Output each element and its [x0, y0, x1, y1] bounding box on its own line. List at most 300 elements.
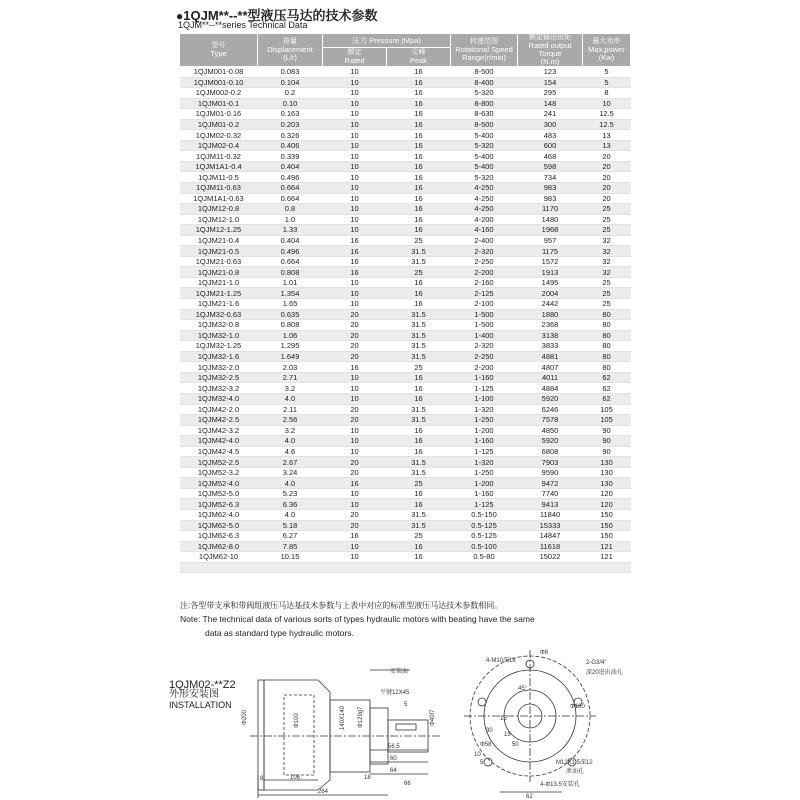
- table-cell: 1QJM42-2.0: [180, 404, 258, 415]
- table-cell: 105: [583, 404, 631, 415]
- table-cell: 0.404: [258, 161, 323, 172]
- dim-phi40f7: Φ40f7: [430, 709, 436, 726]
- table-row-empty: [180, 562, 631, 573]
- table-cell: 10: [323, 425, 387, 436]
- table-cell: 4011: [518, 372, 583, 383]
- table-cell: 16: [387, 436, 451, 447]
- table-cell: 0.635: [258, 309, 323, 320]
- table-cell: 2004: [518, 288, 583, 299]
- table-row: [180, 488, 631, 499]
- table-cell: 1.649: [258, 351, 323, 362]
- table-cell: 16: [387, 393, 451, 404]
- table-cell: 1-100: [451, 393, 518, 404]
- installation-model: 1QJM02-**Z2: [169, 679, 236, 691]
- table-cell: 12.5: [583, 109, 631, 120]
- table-cell: 16: [387, 151, 451, 162]
- dim-15b: 15: [504, 732, 511, 738]
- table-cell: 0.10: [258, 98, 323, 109]
- table-cell: 10: [323, 98, 387, 109]
- table-cell: 1.33: [258, 225, 323, 236]
- phi58-label: Φ58: [480, 742, 492, 748]
- table-cell: 10: [323, 383, 387, 394]
- table-cell: 0.5-150: [451, 509, 518, 520]
- table-cell: 20: [583, 161, 631, 172]
- table-cell: 16: [387, 299, 451, 310]
- table-cell: 11618: [518, 541, 583, 552]
- table-cell: 5-320: [451, 88, 518, 99]
- table-cell: 2-125: [451, 288, 518, 299]
- table-cell: 3.2: [258, 383, 323, 394]
- table-cell: 1QJM11-0.63: [180, 183, 258, 194]
- dim-18: 18: [364, 775, 371, 781]
- table-cell: 4-160: [451, 225, 518, 236]
- table-cell: 16: [323, 267, 387, 278]
- table-cell: 80: [583, 330, 631, 341]
- table-row: [180, 499, 631, 510]
- dim-64-label: 64: [390, 768, 397, 774]
- table-cell: 1-125: [451, 499, 518, 510]
- table-cell: 2.11: [258, 404, 323, 415]
- table-cell: 1QJM32-1.6: [180, 351, 258, 362]
- table-cell: 1QJM52-6.3: [180, 499, 258, 510]
- installation-title-cn: 外形安装图: [169, 689, 219, 700]
- table-cell: 10: [323, 140, 387, 151]
- table-cell: 13: [583, 130, 631, 141]
- table-cell: 2.67: [258, 457, 323, 468]
- table-cell: 1QJM12-0.8: [180, 204, 258, 215]
- table-cell: 1-160: [451, 372, 518, 383]
- table-row: [180, 214, 631, 225]
- table-cell: 957: [518, 235, 583, 246]
- table-cell: 25: [387, 267, 451, 278]
- table-cell: 468: [518, 151, 583, 162]
- table-cell: 105: [583, 415, 631, 426]
- power-header: 最大功率 Max.power (Kw): [583, 34, 631, 67]
- table-row: [180, 341, 631, 352]
- table-cell: 10: [323, 446, 387, 457]
- table-cell: 1QJM32-1.25: [180, 341, 258, 352]
- table-cell: 1-125: [451, 383, 518, 394]
- table-cell: 150: [583, 509, 631, 520]
- table-cell: 1QJM32-0.8: [180, 320, 258, 331]
- table-cell: 1QJM42-4.0: [180, 436, 258, 447]
- table-cell: 6.27: [258, 531, 323, 542]
- table-cell: 1QJM11-0.32: [180, 151, 258, 162]
- phi8-label: Φ8: [540, 650, 549, 656]
- table-cell: 15022: [518, 552, 583, 563]
- table-row: [180, 109, 631, 120]
- table-cell: 1QJM32-1.0: [180, 330, 258, 341]
- table-cell: 10: [323, 393, 387, 404]
- dim-phi200: Φ200: [242, 710, 248, 725]
- table-cell: 20: [323, 415, 387, 426]
- table-cell: 16: [387, 488, 451, 499]
- table-cell: 6.36: [258, 499, 323, 510]
- table-cell: 25: [387, 531, 451, 542]
- table-row: [180, 362, 631, 373]
- table-cell: 1QJM62-5.0: [180, 520, 258, 531]
- table-cell: 10: [323, 436, 387, 447]
- table-cell: 16: [387, 119, 451, 130]
- table-cell: 1572: [518, 256, 583, 267]
- table-cell: 1QJM002-0.2: [180, 88, 258, 99]
- dim-66: 66: [404, 781, 411, 787]
- table-cell: 16: [387, 109, 451, 120]
- table-cell: 5-400: [451, 161, 518, 172]
- table-cell: 483: [518, 130, 583, 141]
- table-cell: 90: [583, 446, 631, 457]
- table-cell: 10: [323, 183, 387, 194]
- table-cell: 1.65: [258, 299, 323, 310]
- table-cell: 20: [583, 193, 631, 204]
- table-cell: 15333: [518, 520, 583, 531]
- torque-header: 额定输出扭矩 Rated output Torque (N.m): [518, 34, 583, 67]
- table-cell: 20: [323, 330, 387, 341]
- table-cell: 1-500: [451, 320, 518, 331]
- table-cell: 1-320: [451, 457, 518, 468]
- table-cell: 10: [323, 77, 387, 88]
- table-cell: 5920: [518, 436, 583, 447]
- table-row: [180, 256, 631, 267]
- table-row: [180, 204, 631, 215]
- table-cell: 5: [583, 77, 631, 88]
- table-cell: 16: [387, 446, 451, 457]
- table-row: [180, 330, 631, 341]
- table-cell: 10: [323, 67, 387, 78]
- table-cell: 0.664: [258, 193, 323, 204]
- table-cell: 1-160: [451, 436, 518, 447]
- table-cell: 10: [583, 98, 631, 109]
- table-cell: 1QJM62-8.0: [180, 541, 258, 552]
- table-cell: 1495: [518, 277, 583, 288]
- table-cell: 20: [323, 351, 387, 362]
- table-row: [180, 246, 631, 257]
- table-row: [180, 267, 631, 278]
- table-row: [180, 161, 631, 172]
- table-cell: 16: [387, 214, 451, 225]
- mount-hole-label: 4-Φ13.5安装孔: [540, 782, 580, 788]
- table-cell: 0.496: [258, 172, 323, 183]
- body-outline: [264, 680, 330, 790]
- table-cell: 1913: [518, 267, 583, 278]
- table-cell: 1QJM1A1-0.63: [180, 193, 258, 204]
- table-cell: 32: [583, 235, 631, 246]
- table-cell: 10.15: [258, 552, 323, 563]
- table-cell: 1.06: [258, 330, 323, 341]
- table-row: [180, 393, 631, 404]
- table-cell: 90: [583, 436, 631, 447]
- table-cell: 3138: [518, 330, 583, 341]
- table-cell: 0.5-80: [451, 552, 518, 563]
- table-cell: 1QJM12-1.0: [180, 214, 258, 225]
- bullet-icon: ●: [176, 9, 184, 23]
- table-cell: 1QJM21-0.4: [180, 235, 258, 246]
- table-row: [180, 77, 631, 88]
- table-cell: 1-200: [451, 425, 518, 436]
- table-cell: 1QJM01-0.16: [180, 109, 258, 120]
- table-row: [180, 415, 631, 426]
- table-cell: 31.5: [387, 467, 451, 478]
- table-cell: 14847: [518, 531, 583, 542]
- table-cell: 1.0: [258, 214, 323, 225]
- table-cell: 1QJM21-1.25: [180, 288, 258, 299]
- dim-30: 30: [486, 728, 493, 734]
- table-cell: 1QJM42-3.2: [180, 425, 258, 436]
- speed-header: 转速范围 Rotational Speed Range(r/min): [451, 34, 518, 67]
- side-view: [250, 670, 440, 798]
- table-cell: 31.5: [387, 246, 451, 257]
- table-cell: 20: [323, 520, 387, 531]
- table-cell: 154: [518, 77, 583, 88]
- table-cell: 10: [323, 225, 387, 236]
- angle-45-label: 45°: [518, 686, 528, 692]
- table-cell: 10: [323, 161, 387, 172]
- table-cell: 20: [323, 404, 387, 415]
- table-cell: 62: [583, 393, 631, 404]
- table-cell: 62: [583, 383, 631, 394]
- table-cell: 2-250: [451, 256, 518, 267]
- table-cell: 5.23: [258, 488, 323, 499]
- table-cell: 10: [323, 193, 387, 204]
- table-row: [180, 98, 631, 109]
- table-cell: 10: [323, 488, 387, 499]
- table-cell: 4.0: [258, 478, 323, 489]
- table-cell: 1QJM02-0.4: [180, 140, 258, 151]
- table-cell: 25: [583, 299, 631, 310]
- pressure-header: 压力 Pressure (Mpa): [323, 34, 451, 48]
- table-cell: 31.5: [387, 341, 451, 352]
- drain-label: 泄油孔: [566, 769, 585, 775]
- table-cell: 10: [323, 288, 387, 299]
- dim-phi129g7: Φ129g7: [358, 706, 364, 728]
- table-row: [180, 383, 631, 394]
- table-cell: 2.03: [258, 362, 323, 373]
- table-cell: 1.01: [258, 277, 323, 288]
- table-cell: 0.496: [258, 246, 323, 257]
- table-cell: 0.2: [258, 88, 323, 99]
- table-cell: 2-250: [451, 351, 518, 362]
- note-chinese: 注:各型带支承和带阀组液压马达基技术参数与上表中对应的标准型液压马达技术参数相同。: [180, 601, 503, 610]
- table-cell: 1880: [518, 309, 583, 320]
- table-cell: 10: [323, 109, 387, 120]
- table-cell: 20: [583, 151, 631, 162]
- table-row: [180, 509, 631, 520]
- table-row: [180, 457, 631, 468]
- table-cell: 1QJM1A1-0.4: [180, 161, 258, 172]
- table-cell: 600: [518, 140, 583, 151]
- table-cell: 8-800: [451, 98, 518, 109]
- note-english-line1: Note: The technical data of various sorts of types hydraulic motors with beating have the same: [180, 614, 535, 624]
- table-cell: 10: [323, 299, 387, 310]
- note-english-line2: data as standard type hydraulic motors.: [205, 628, 354, 638]
- table-cell: 1-400: [451, 330, 518, 341]
- table-row: [180, 478, 631, 489]
- table-cell: 0.163: [258, 109, 323, 120]
- table-cell: 6808: [518, 446, 583, 457]
- table-cell: 0.339: [258, 151, 323, 162]
- table-cell: 32: [583, 246, 631, 257]
- table-cell: 4.0: [258, 436, 323, 447]
- table-cell: 31.5: [387, 351, 451, 362]
- table-cell: 1-125: [451, 446, 518, 457]
- table-cell: 62: [583, 372, 631, 383]
- table-cell: 4807: [518, 362, 583, 373]
- table-cell: 80: [583, 320, 631, 331]
- table-cell: 734: [518, 172, 583, 183]
- table-cell: 0.664: [258, 256, 323, 267]
- table-cell: 0.406: [258, 140, 323, 151]
- table-cell: 5-320: [451, 172, 518, 183]
- table-cell: 2-320: [451, 246, 518, 257]
- table-cell: 16: [387, 130, 451, 141]
- table-cell: 1QJM52-3.2: [180, 467, 258, 478]
- table-row: [180, 404, 631, 415]
- dim-phi100: Φ100: [294, 713, 300, 728]
- table-row: [180, 299, 631, 310]
- table-cell: 31.5: [387, 404, 451, 415]
- table-cell: 598: [518, 161, 583, 172]
- table-cell: 16: [323, 256, 387, 267]
- table-cell: 9472: [518, 478, 583, 489]
- table-cell: 1QJM62-10: [180, 552, 258, 563]
- table-cell: 4.0: [258, 509, 323, 520]
- inner-bore: [284, 695, 314, 775]
- table-cell: 16: [387, 88, 451, 99]
- table-cell: 31.5: [387, 320, 451, 331]
- table-cell: 2-200: [451, 267, 518, 278]
- table-row: [180, 351, 631, 362]
- table-cell: 16: [323, 362, 387, 373]
- table-cell: 1-500: [451, 309, 518, 320]
- table-cell: 130: [583, 457, 631, 468]
- table-cell: 4.6: [258, 446, 323, 457]
- table-cell: 1QJM02-0.32: [180, 130, 258, 141]
- table-cell: 31.5: [387, 457, 451, 468]
- dim-106-label: 106: [290, 775, 301, 781]
- table-cell: 150: [583, 531, 631, 542]
- table-cell: 0.203: [258, 119, 323, 130]
- table-row: [180, 552, 631, 563]
- table-cell: 1QJM21-0.8: [180, 267, 258, 278]
- table-row: [180, 309, 631, 320]
- table-cell: 1.354: [258, 288, 323, 299]
- table-cell: 4-250: [451, 193, 518, 204]
- table-cell: 3.24: [258, 467, 323, 478]
- table-cell: 2.71: [258, 372, 323, 383]
- table-cell: 20: [323, 467, 387, 478]
- technical-data-table: [179, 33, 631, 573]
- table-cell: 80: [583, 362, 631, 373]
- table-cell: 31.5: [387, 330, 451, 341]
- table-cell: 5.18: [258, 520, 323, 531]
- table-cell: 2-400: [451, 235, 518, 246]
- table-cell: 25: [387, 478, 451, 489]
- table-cell: 8-500: [451, 119, 518, 130]
- table-cell: 0.083: [258, 67, 323, 78]
- table-cell: 12.5: [583, 119, 631, 130]
- table-cell: 120: [583, 488, 631, 499]
- install-face-label: 安装面: [390, 669, 409, 675]
- table-cell: 3833: [518, 341, 583, 352]
- table-cell: 8-400: [451, 77, 518, 88]
- table-body: [180, 67, 631, 573]
- dim-62-label: 62: [526, 794, 533, 800]
- key-outline: [396, 724, 416, 730]
- flat-key-label: 平键12X45: [380, 690, 410, 696]
- table-cell: 90: [583, 425, 631, 436]
- table-cell: 10: [323, 277, 387, 288]
- table-cell: 1QJM42-2.5: [180, 415, 258, 426]
- page-subtitle: 1QJM**--**series Technical Data: [178, 20, 308, 30]
- m12-label: M12X1.5深12: [556, 760, 593, 766]
- table-cell: 16: [387, 140, 451, 151]
- table-row: [180, 67, 631, 78]
- table-cell: 4.0: [258, 393, 323, 404]
- table-cell: 8-630: [451, 109, 518, 120]
- table-cell: 4-250: [451, 204, 518, 215]
- table-cell: 20: [323, 309, 387, 320]
- table-cell: 20: [323, 341, 387, 352]
- table-row: [180, 183, 631, 194]
- table-cell: 8-500: [451, 67, 518, 78]
- table-cell: 0.104: [258, 77, 323, 88]
- table-cell: 1QJM01-0.1: [180, 98, 258, 109]
- table-cell: 31.5: [387, 520, 451, 531]
- table-cell: 1480: [518, 214, 583, 225]
- table-row: [180, 320, 631, 331]
- table-cell: 10: [323, 119, 387, 130]
- table-row: [180, 130, 631, 141]
- table-cell: 16: [323, 246, 387, 257]
- table-cell: 31.5: [387, 256, 451, 267]
- table-row: [180, 151, 631, 162]
- table-cell: 0.808: [258, 320, 323, 331]
- table-cell: 10: [323, 541, 387, 552]
- table-row: [180, 235, 631, 246]
- displacement-header: 排量 Displacement (L/r): [258, 34, 323, 67]
- table-cell: 4-200: [451, 214, 518, 225]
- table-cell: 1QJM12-1.25: [180, 225, 258, 236]
- table-cell: 5920: [518, 393, 583, 404]
- table-cell: 5-320: [451, 140, 518, 151]
- table-cell: 1QJM21-1.6: [180, 299, 258, 310]
- table-cell: 10: [323, 214, 387, 225]
- table-cell: 25: [583, 277, 631, 288]
- table-cell: 5-400: [451, 130, 518, 141]
- table-cell: 16: [387, 288, 451, 299]
- table-cell: 16: [387, 161, 451, 172]
- table-row: [180, 372, 631, 383]
- table-cell: 241: [518, 109, 583, 120]
- table-cell: 16: [387, 383, 451, 394]
- table-cell: 16: [387, 425, 451, 436]
- table-cell: 150: [583, 520, 631, 531]
- table-cell: 2368: [518, 320, 583, 331]
- table-cell: 80: [583, 309, 631, 320]
- table-cell: 1968: [518, 225, 583, 236]
- table-cell: 121: [583, 541, 631, 552]
- table-row: [180, 531, 631, 542]
- table-cell: 4881: [518, 351, 583, 362]
- dim-60-label: 60: [390, 756, 397, 762]
- table-row: [180, 520, 631, 531]
- dim-8: 8: [260, 776, 264, 782]
- table-cell: 16: [323, 478, 387, 489]
- table-cell: 1QJM52-2.5: [180, 457, 258, 468]
- table-cell: 13: [583, 140, 631, 151]
- table-cell: 25: [387, 235, 451, 246]
- table-cell: 20: [583, 172, 631, 183]
